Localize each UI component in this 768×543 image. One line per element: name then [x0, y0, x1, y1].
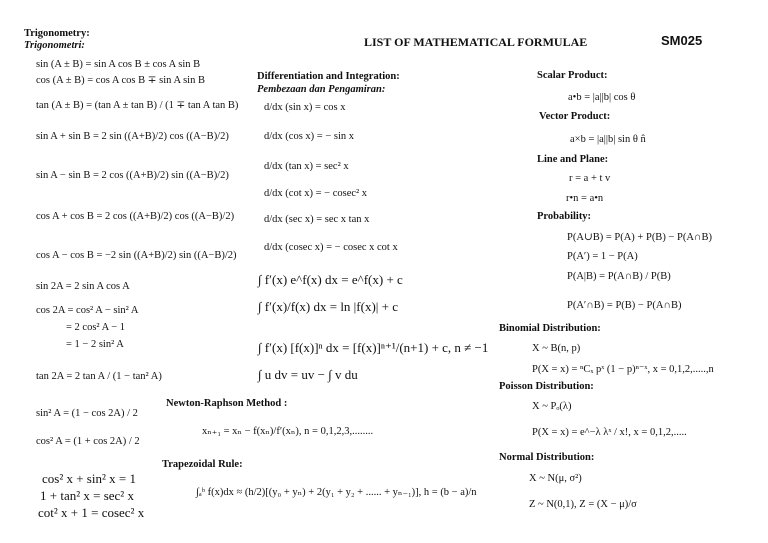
- trig-formula: sin (A ± B) = sin A cos B ± cos A sin B: [36, 59, 201, 70]
- integral-formula: ∫ f′(x) e^f(x) dx = e^f(x) + c: [258, 272, 403, 287]
- trapezoidal-heading: Trapezoidal Rule:: [162, 459, 243, 470]
- scalar-product-heading: Scalar Product:: [537, 70, 608, 81]
- derivative-formula: d/dx (cos x) = − sin x: [264, 131, 355, 142]
- trig-formula: tan (A ± B) = (tan A ± tan B) / (1 ∓ tan A tan B): [36, 100, 239, 111]
- plane-equation: r•n = a•n: [566, 193, 604, 204]
- scalar-product-formula: a•b = |a||b| cos θ: [568, 92, 636, 103]
- normal-formula: Z ~ N(0,1), Z = (X − μ)/σ: [529, 499, 637, 510]
- trig-formula: = 1 − 2 sin² A: [66, 339, 124, 350]
- trig-formula: cos 2A = cos² A − sin² A: [36, 305, 139, 316]
- trigonometry-heading-malay: Trigonometri:: [24, 40, 85, 51]
- trig-identity: cos² x + sin² x = 1: [42, 471, 136, 486]
- trig-identity: cot² x + 1 = cosec² x: [38, 505, 145, 520]
- page-title: LIST OF MATHEMATICAL FORMULAE: [364, 35, 588, 49]
- probability-formula: P(A′) = 1 − P(A): [567, 251, 638, 262]
- normal-heading: Normal Distribution:: [499, 452, 595, 463]
- integral-formula: ∫ f′(x) [f(x)]ⁿ dx = [f(x)]ⁿ⁺¹/(n+1) + c, n ≠ −1: [258, 340, 489, 355]
- trig-formula: sin² A = (1 − cos 2A) / 2: [36, 408, 138, 419]
- trig-formula: sin A − sin B = 2 cos ((A+B)/2) sin ((A−B)/2): [36, 170, 229, 181]
- trig-formula: cos (A ± B) = cos A cos B ∓ sin A sin B: [36, 75, 205, 86]
- trig-formula: cos A + cos B = 2 cos ((A+B)/2) cos ((A−B)/2): [36, 211, 235, 222]
- integral-formula: ∫ f′(x)/f(x) dx = ln |f(x)| + c: [258, 299, 398, 314]
- course-code: SM025: [661, 33, 703, 48]
- vector-product-formula: a×b = |a||b| sin θ n̂: [570, 134, 646, 145]
- normal-formula: X ~ N(μ, σ²): [529, 473, 582, 484]
- trig-identity: 1 + tan² x = sec² x: [40, 488, 134, 503]
- binomial-formula: P(X = x) = ⁿCₓ pˣ (1 − p)ⁿ⁻ˣ, x = 0,1,2,.....,n: [532, 364, 714, 375]
- line-equation: r = a + t v: [569, 173, 611, 184]
- newton-raphson-formula: xₙ₊₁ = xₙ − f(xₙ)/f′(xₙ), n = 0,1,2,3,........: [202, 426, 374, 437]
- probability-formula: P(A′∩B) = P(B) − P(A∩B): [567, 300, 682, 311]
- trigonometry-heading: Trigonometry:: [24, 28, 90, 39]
- derivative-formula: d/dx (sin x) = cos x: [264, 102, 346, 113]
- derivative-formula: d/dx (cosec x) = − cosec x cot x: [264, 242, 398, 253]
- derivative-formula: d/dx (tan x) = sec² x: [264, 161, 349, 172]
- derivative-formula: d/dx (sec x) = sec x tan x: [264, 214, 370, 225]
- trig-formula: cos² A = (1 + cos 2A) / 2: [36, 436, 140, 447]
- newton-raphson-heading: Newton-Raphson Method :: [166, 398, 288, 409]
- probability-heading: Probability:: [537, 211, 592, 222]
- trig-formula: sin 2A = 2 sin A cos A: [36, 281, 130, 292]
- probability-formula: P(A|B) = P(A∩B) / P(B): [567, 271, 671, 282]
- binomial-heading: Binomial Distribution:: [499, 323, 601, 334]
- integral-formula: ∫ u dv = uv − ∫ v du: [258, 367, 358, 382]
- derivative-formula: d/dx (cot x) = − cosec² x: [264, 188, 368, 199]
- trig-formula: sin A + sin B = 2 sin ((A+B)/2) cos ((A−B)/2): [36, 131, 229, 142]
- line-plane-heading: Line and Plane:: [537, 154, 609, 165]
- calculus-heading-malay: Pembezaan dan Pengamiran:: [257, 84, 386, 95]
- trig-formula: = 2 cos² A − 1: [66, 322, 126, 333]
- trig-formula: tan 2A = 2 tan A / (1 − tan² A): [36, 371, 162, 382]
- poisson-formula: X ~ Pₒ(λ): [532, 401, 572, 412]
- calculus-heading: Differentiation and Integration:: [257, 71, 400, 82]
- vector-product-heading: Vector Product:: [539, 111, 611, 122]
- binomial-formula: X ~ B(n, p): [532, 343, 581, 354]
- poisson-heading: Poisson Distribution:: [499, 381, 594, 392]
- trapezoidal-formula: ∫ₐᵇ f(x)dx ≈ (h/2)[(y₀ + yₙ) + 2(y₁ + y₂ + ...... + yₙ₋₁)], h = (b − a)/n: [196, 487, 477, 498]
- probability-formula: P(A∪B) = P(A) + P(B) − P(A∩B): [567, 232, 712, 243]
- trig-formula: cos A − cos B = −2 sin ((A+B)/2) sin ((A−B)/2): [36, 250, 237, 261]
- poisson-formula: P(X = x) = e^−λ λˣ / x!, x = 0,1,2,.....: [532, 427, 687, 438]
